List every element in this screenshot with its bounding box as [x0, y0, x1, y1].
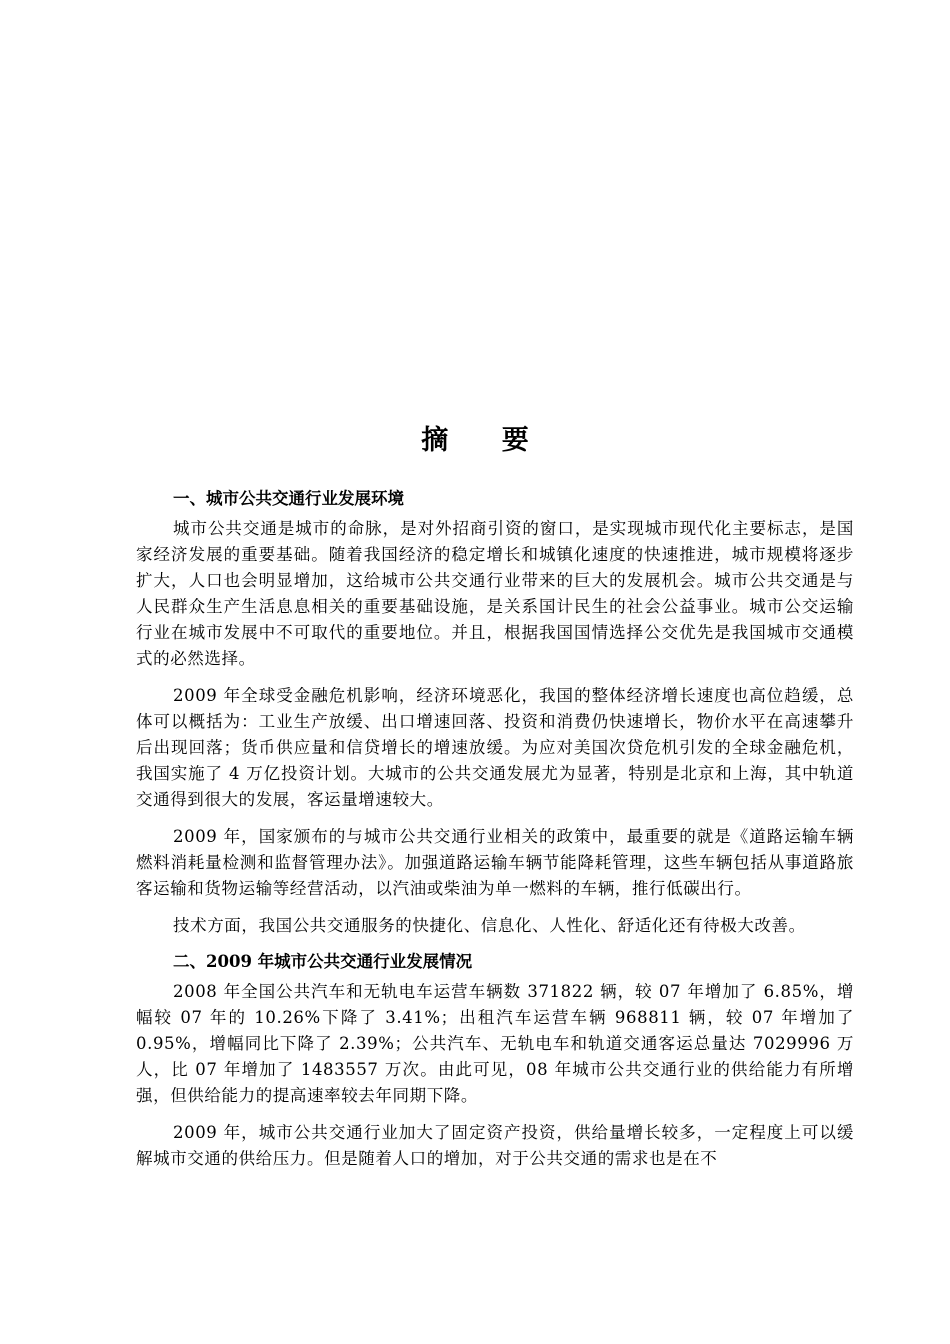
section-heading-2: 二、2009 年城市公共交通行业发展情况 [173, 952, 473, 971]
section-1-paragraph-1: 城市公共交通是城市的命脉，是对外招商引资的窗口，是实现城市现代化主要标志，是国家经济发展的重要基础。随着我国经济的稳定增长和城镇化速度的快速推进，城市规模将逐步扩大，人口也会明显增加，这给城市公共交通行业带来的巨大的发展机会。城市公共交通是与人民群众生产生活息息相关的重要基础设施，是关系国计民生的社会公益事业。城市公交运输行业在城市发展中不可取代的重要地位。并且，根据我国国情选择公交优先是我国城市交通模式的必然选择。 [136, 519, 854, 668]
section-2-paragraph-2: 2009 年，城市公共交通行业加大了固定资产投资，供给量增长较多，一定程度上可以缓解城市交通的供给压力。但是随着人口的增加，对于公共交通的需求也是在不 [136, 1123, 854, 1168]
section-1-paragraph-3: 2009 年，国家颁布的与城市公共交通行业相关的政策中，最重要的就是《道路运输车辆燃料消耗量检测和监督管理办法》。加强道路运输车辆节能降耗管理，这些车辆包括从事道路旅客运输和货物运输等经营活动，以汽油或柴油为单一燃料的车辆，推行低碳出行。 [136, 827, 854, 898]
section-2-paragraph-1: 2008 年全国公共汽车和无轨电车运营车辆数 371822 辆，较 07 年增加了 6.85%，增幅较 07 年的 10.26%下降了 3.41%；出租汽车运营车辆 968811 辆，较 07 年增加了 0.95%，增幅同比下降了 2.39%；公共汽车、无轨电车和轨道交通客运总量达 7029996 万人，比 07 年增加了 1483557 万次。由此可见，08 年城市公共交通行业的供给能力有所增强，但供给能力的提高速率较去年同期下降。 [136, 982, 854, 1105]
page-title: 摘 要 [421, 425, 551, 456]
section-1-paragraph-2: 2009 年全球受金融危机影响，经济环境恶化，我国的整体经济增长速度也高位趋缓，总体可以概括为：工业生产放缓、出口增速回落、投资和消费仍快速增长，物价水平在高速攀升后出现回落；货币供应量和信贷增长的增速放缓。为应对美国次贷危机引发的全球金融危机，我国实施了 4 万亿投资计划。大城市的公共交通发展尤为显著，特别是北京和上海，其中轨道交通得到很大的发展，客运量增速较大。 [136, 686, 854, 809]
document-body [136, 486, 854, 1183]
section-heading-1: 一、城市公共交通行业发展环境 [173, 489, 404, 508]
section-1-paragraph-4: 技术方面，我国公共交通服务的快捷化、信息化、人性化、舒适化还有待极大改善。 [173, 916, 806, 935]
